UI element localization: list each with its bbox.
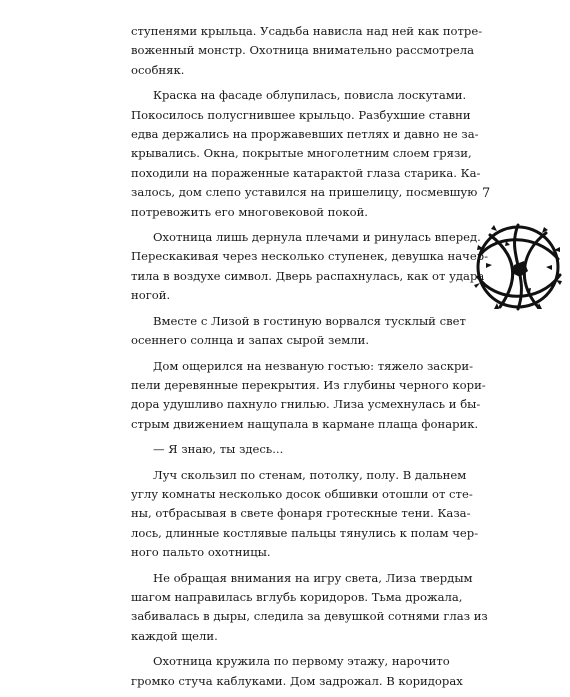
paragraph-3: [131, 228, 489, 306]
text-line: каждой щели.: [131, 628, 218, 643]
paragraph-7: [131, 466, 479, 563]
text-line: углу комнаты несколько досок обшивки отошли от сте-: [131, 486, 473, 501]
paragraph-5: [131, 357, 486, 435]
text-line: Покосилось полусгнившее крыльцо. Разбухшие ставни: [131, 107, 471, 122]
thorn-wreath-icon: [466, 215, 570, 319]
paragraph-9: [131, 652, 463, 691]
text-line: лось, длинные костлявые пальцы тянулись к полам чер-: [131, 525, 479, 540]
text-column: [131, 22, 489, 697]
text-line: Охотница кружила по первому этажу, нарочито: [153, 654, 450, 669]
page-number: 7: [482, 186, 491, 201]
text-line: Луч скользил по стенам, потолку, полу. В дальнем: [153, 467, 467, 482]
text-line: пели деревянные перекрытия. Из глубины черного кори-: [131, 377, 486, 392]
text-line: громко стуча каблуками. Дом задрожал. В коридорах: [131, 673, 463, 688]
text-line: Охотница лишь дернула плечами и ринулась вперед.: [153, 230, 481, 245]
text-line: забивалась в дыры, следила за девушкой сотнями глаз из: [131, 609, 488, 624]
paragraph-2: [131, 86, 481, 222]
paragraph-8: [131, 569, 488, 647]
paragraph-6: [131, 440, 443, 459]
text-line: — Я знаю, ты здесь...: [153, 442, 284, 457]
text-line: ступенями крыльца. Усадьба нависла над ней как потре-: [131, 24, 483, 38]
paragraph-4: [131, 312, 466, 351]
text-line: особняк.: [131, 62, 185, 77]
text-line: ногой.: [131, 288, 171, 303]
text-line: залось, дом слепо уставился на пришелицу, посмевшую: [131, 185, 478, 200]
text-line: походили на пораженные катарактой глаза старика. Ка-: [131, 165, 481, 180]
text-line: осеннего солнца и запах сырой земли.: [131, 333, 370, 348]
text-line: потревожить его многовековой покой.: [131, 204, 368, 219]
text-line: шагом направилась вглубь коридоров. Тьма дрожала,: [131, 589, 463, 604]
text-line: Дом ощерился на незваную гостью: тяжело заскри-: [153, 358, 474, 373]
text-line: Вместе с Лизой в гостиную ворвался тусклый свет: [153, 313, 466, 328]
text-line: Перескакивая через несколько ступенек, девушка начер-: [131, 249, 489, 264]
text-line: Краска на фасаде облупилась, повисла лоскутами.: [153, 88, 467, 103]
text-line: Не обращая внимания на игру света, Лиза твердым: [153, 570, 473, 585]
text-line: стрым движением нащупала в кармане плаща фонарик.: [131, 416, 479, 431]
paragraph-1: [131, 22, 483, 80]
text-line: ны, отбрасывая в свете фонаря гротескные тени. Каза-: [131, 506, 471, 521]
text-line: тила в воздухе символ. Дверь распахнулась, как от удара: [131, 268, 485, 283]
text-line: дора удушливо пахнуло гнилью. Лиза усмехнулась и бы-: [131, 397, 481, 412]
text-line: ного пальто охотницы.: [131, 545, 271, 560]
text-line: едва держались на проржавевших петлях и давно не за-: [131, 127, 479, 142]
text-line: крывались. Окна, покрытые многолетним слоем грязи,: [131, 146, 472, 161]
text-line: воженный монстр. Охотница внимательно рассмотрела: [131, 43, 475, 58]
